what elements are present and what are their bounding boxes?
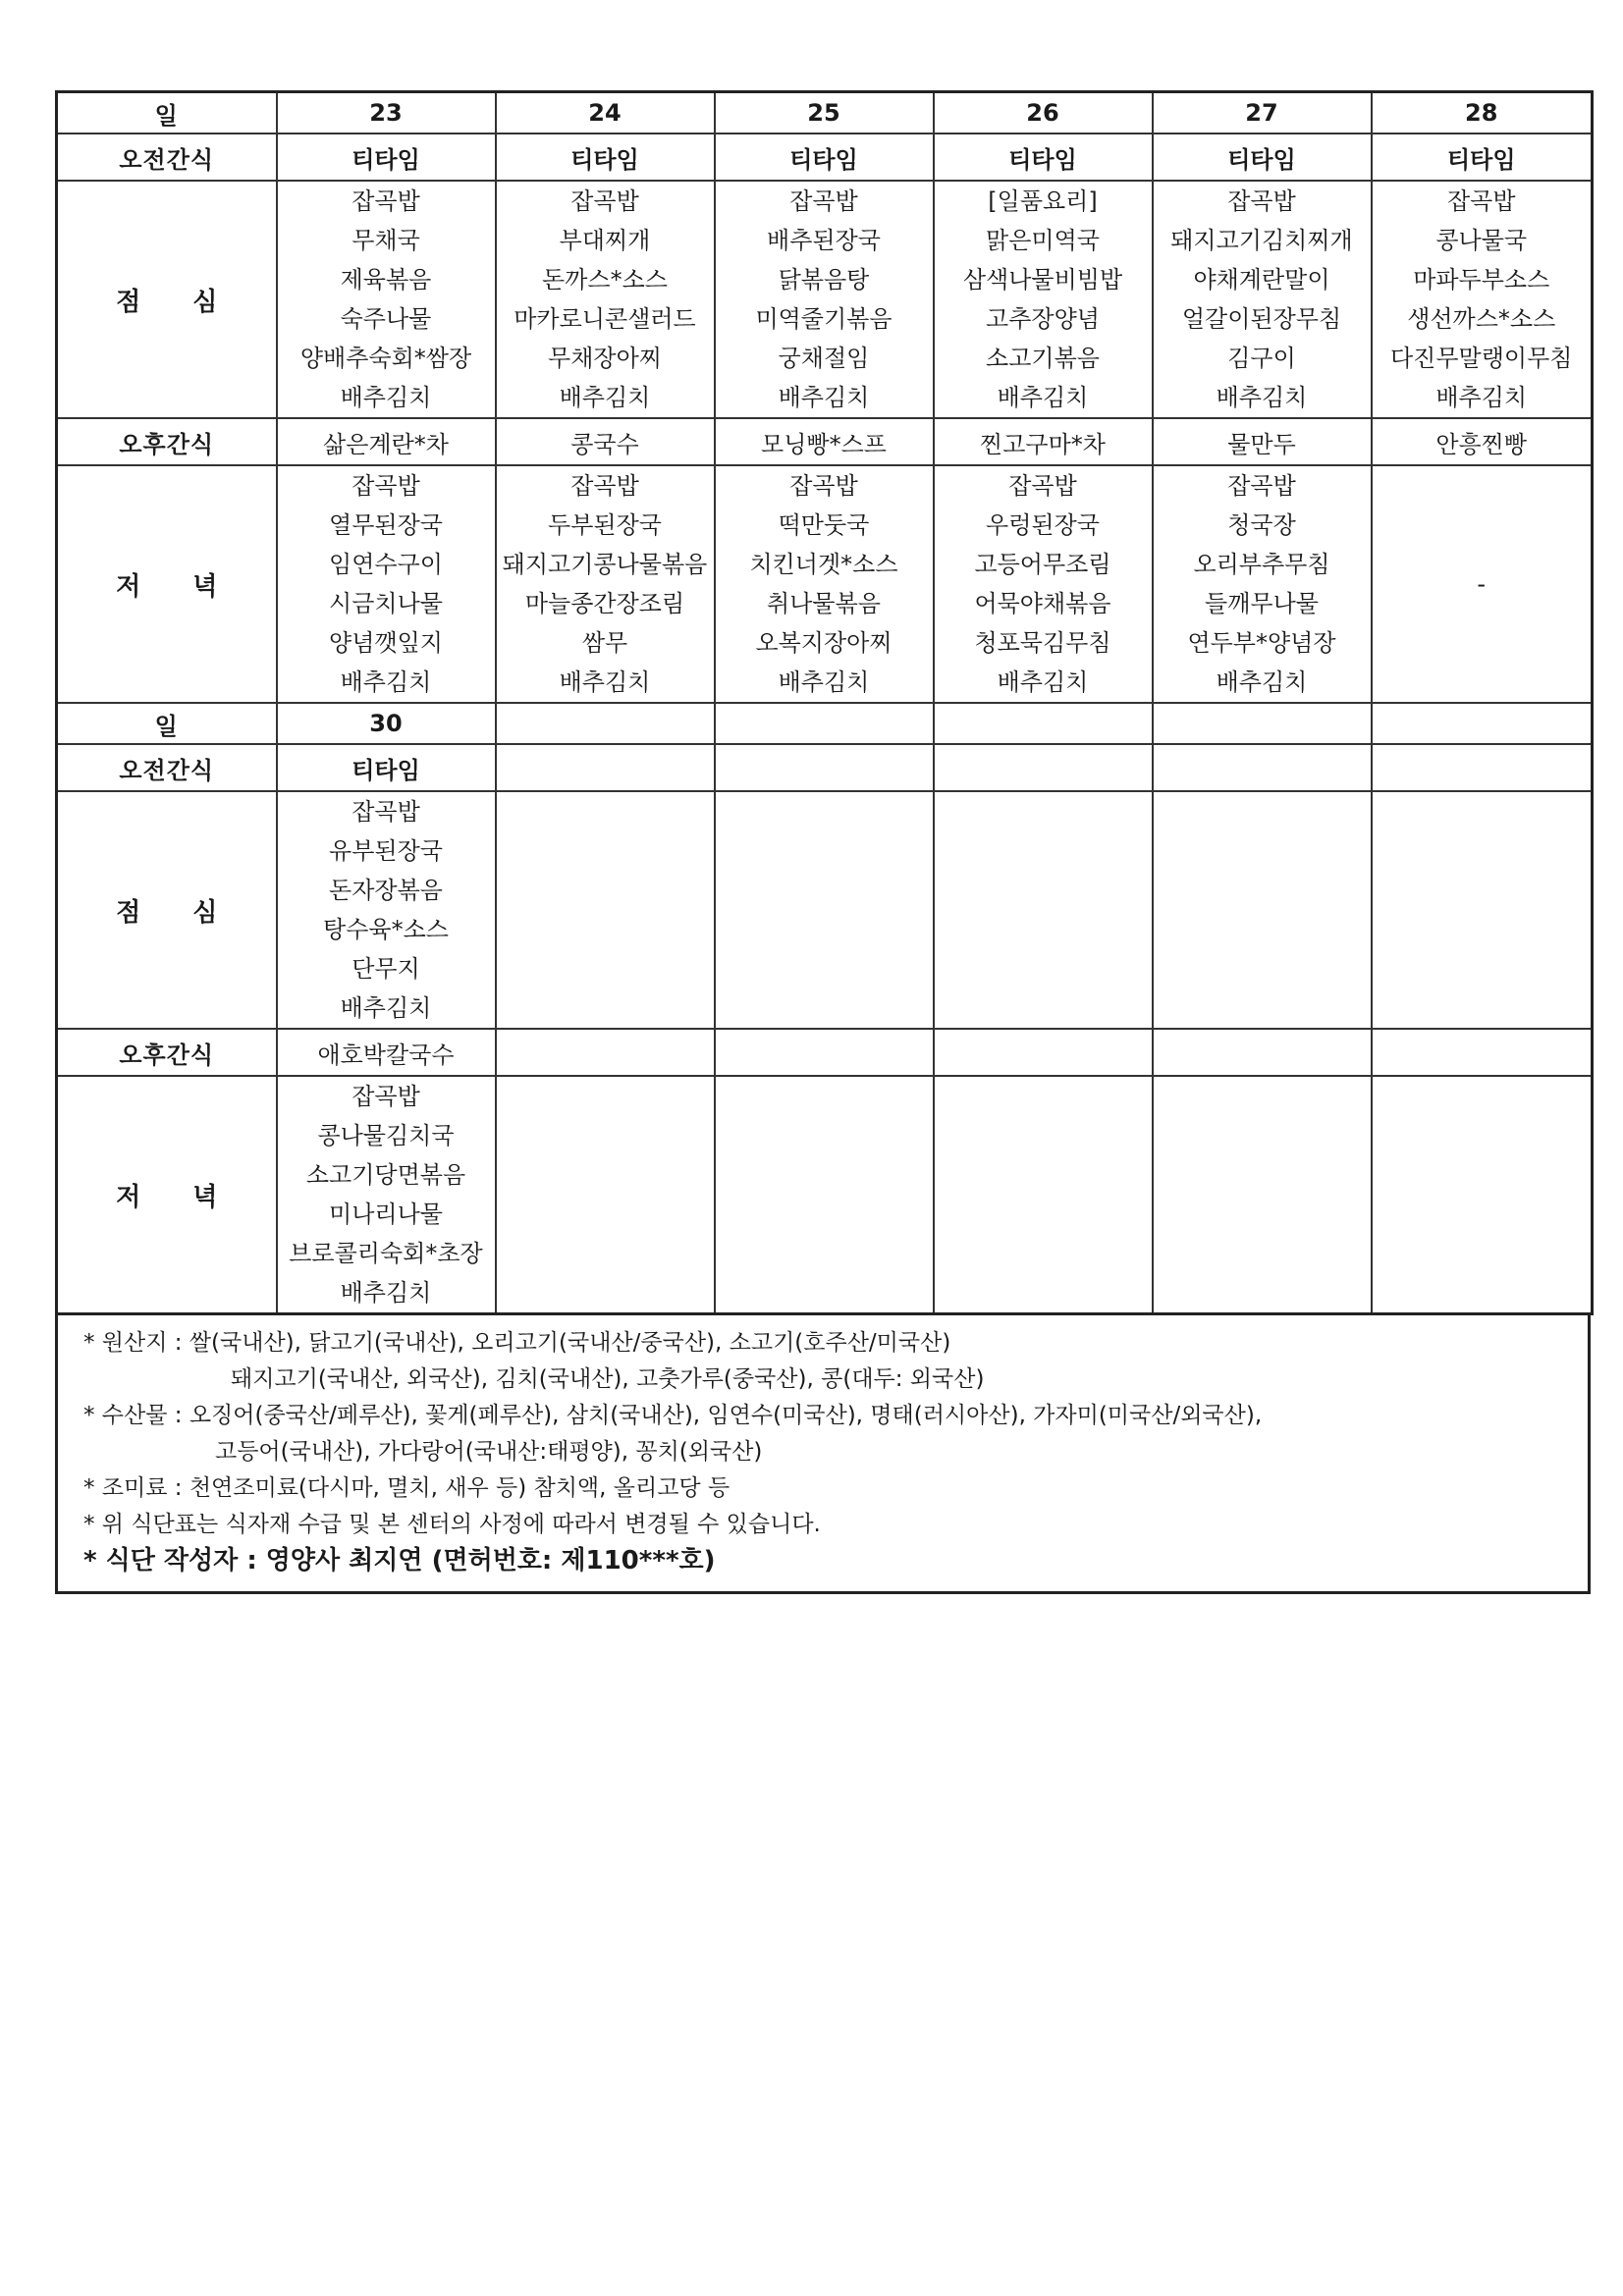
- menu-item: 배추김치: [778, 384, 870, 411]
- menu-item: 마파두부소스: [1413, 266, 1550, 294]
- menu-item: 배추김치: [340, 668, 432, 696]
- menu-item: 배추김치: [559, 668, 651, 696]
- day-number: 28: [1372, 92, 1593, 134]
- menu-item: 잡곡밥: [1227, 472, 1296, 500]
- row-label: 점 심: [57, 181, 277, 418]
- morning-snack-row: [57, 133, 1593, 181]
- morning-snack-cell: 티타임: [1372, 133, 1593, 181]
- row-label: 일: [57, 703, 277, 744]
- morning-snack-cell: 티타임: [1153, 133, 1372, 181]
- dinner-cell: [277, 465, 496, 703]
- menu-item: 배추김치: [997, 384, 1089, 411]
- morning-snack-cell: [1372, 744, 1593, 791]
- menu-item: 생선까스*소스: [1407, 305, 1556, 333]
- morning-snack-cell: 티타임: [715, 133, 934, 181]
- row-label: 오후간식: [57, 418, 277, 465]
- afternoon-snack-row: [57, 418, 1593, 465]
- lunch-cell: [1153, 181, 1372, 418]
- morning-snack-cell: 티타임: [277, 133, 496, 181]
- morning-snack-cell: [1153, 744, 1372, 791]
- morning-snack-cell: 티타임: [277, 744, 496, 791]
- menu-item: 배추김치: [997, 668, 1089, 696]
- lunch-row: [57, 181, 1593, 418]
- dinner-cell: [496, 1076, 715, 1314]
- menu-item: [일품요리]: [988, 187, 1098, 215]
- day-number: 24: [496, 92, 715, 134]
- menu-item: 맑은미역국: [986, 227, 1100, 254]
- menu-item: 배추김치: [778, 668, 870, 696]
- menu-item: 유부된장국: [329, 837, 443, 865]
- row-label: 일: [57, 92, 277, 134]
- menu-item: 임연수구이: [329, 551, 443, 578]
- afternoon-snack-cell: 콩국수: [496, 418, 715, 465]
- menu-sheet: [55, 90, 1591, 1594]
- menu-item: 쌈무: [581, 629, 628, 657]
- menu-item: 부대찌개: [559, 227, 651, 254]
- morning-snack-cell: [715, 744, 934, 791]
- menu-item: 무채국: [352, 227, 420, 254]
- menu-item: 단무지: [352, 955, 420, 983]
- menu-item: 배추김치: [1216, 668, 1308, 696]
- dinner-row: [57, 465, 1593, 703]
- afternoon-snack-cell: [715, 1029, 934, 1076]
- menu-item: 돈까스*소스: [542, 266, 668, 294]
- day-number: 30: [277, 703, 496, 744]
- afternoon-snack-cell: [1372, 1029, 1593, 1076]
- menu-item: 오복지장아찌: [755, 629, 893, 657]
- dinner-cell: [934, 1076, 1153, 1314]
- afternoon-snack-cell: [934, 1029, 1153, 1076]
- lunch-cell: [277, 791, 496, 1029]
- afternoon-snack-cell: 애호박칼국수: [277, 1029, 496, 1076]
- day-number: [934, 703, 1153, 744]
- menu-item: 마늘종간장조림: [524, 590, 685, 617]
- dinner-cell: [715, 465, 934, 703]
- menu-item: 소고기볶음: [986, 345, 1100, 372]
- dinner-cell: [1372, 465, 1593, 703]
- afternoon-snack-cell: [1153, 1029, 1372, 1076]
- afternoon-snack-cell: 모닝빵*스프: [715, 418, 934, 465]
- menu-item: 잡곡밥: [352, 798, 420, 826]
- menu-item: 취나물볶음: [767, 590, 881, 617]
- lunch-cell: [1372, 181, 1593, 418]
- day-header-row: [57, 92, 1593, 134]
- menu-item: 숙주나물: [340, 305, 432, 333]
- afternoon-snack-cell: 안흥찐빵: [1372, 418, 1593, 465]
- menu-item: 고추장양념: [986, 305, 1100, 333]
- menu-item: 우렁된장국: [986, 511, 1100, 539]
- day-number: [715, 703, 934, 744]
- menu-item: 배추된장국: [767, 227, 881, 254]
- row-label: 점 심: [57, 791, 277, 1029]
- menu-item: 들깨무나물: [1205, 590, 1319, 617]
- menu-item: 잡곡밥: [789, 472, 858, 500]
- menu-item: 잡곡밥: [1008, 472, 1077, 500]
- menu-item: 궁채절임: [778, 345, 870, 372]
- menu-item: 배추김치: [1435, 384, 1528, 411]
- lunch-cell: [934, 791, 1153, 1029]
- menu-item: 청국장: [1227, 511, 1296, 539]
- dinner-cell: [1372, 1076, 1593, 1314]
- menu-item: 오리부추무침: [1193, 551, 1330, 578]
- menu-item: 마카로니콘샐러드: [514, 305, 696, 333]
- lunch-cell: [496, 791, 715, 1029]
- menu-item: 얼갈이된장무침: [1181, 305, 1342, 333]
- menu-item: 떡만둣국: [778, 511, 870, 539]
- menu-item: 어묵야채볶음: [974, 590, 1111, 617]
- menu-item: 다진무말랭이무침: [1390, 345, 1573, 372]
- note-author: * 식단 작성자 : 영양사 최지연 (면허번호: 제110***호): [83, 1546, 716, 1575]
- menu-item: 야채계란말이: [1193, 266, 1330, 294]
- morning-snack-row: [57, 744, 1593, 791]
- menu-item: 잡곡밥: [570, 472, 639, 500]
- menu-item: 미나리나물: [329, 1201, 443, 1228]
- note-origin-cont: 돼지고기(국내산, 외국산), 김치(국내산), 고춧가루(중국산), 콩(대두: 외국산): [231, 1366, 985, 1392]
- menu-item: 배추김치: [340, 994, 432, 1022]
- afternoon-snack-cell: [496, 1029, 715, 1076]
- weekly-menu-table: [55, 90, 1594, 1315]
- note-origin: * 원산지 : 쌀(국내산), 닭고기(국내산), 오리고기(국내산/중국산), 소고기(호주산/미국산): [83, 1330, 951, 1356]
- menu-item: 양념깻잎지: [329, 629, 443, 657]
- menu-item: 잡곡밥: [352, 1083, 420, 1110]
- menu-item: 배추김치: [340, 384, 432, 411]
- menu-item: 돼지고기김치찌개: [1170, 227, 1353, 254]
- day-number: 23: [277, 92, 496, 134]
- menu-item: 소고기당면볶음: [305, 1161, 466, 1189]
- row-label: 오전간식: [57, 133, 277, 181]
- dinner-cell: [496, 465, 715, 703]
- morning-snack-cell: 티타임: [934, 133, 1153, 181]
- menu-item: 배추김치: [340, 1279, 432, 1307]
- menu-item: 시금치나물: [329, 590, 443, 617]
- row-label: 오전간식: [57, 744, 277, 791]
- menu-item: 두부된장국: [548, 511, 662, 539]
- menu-item: 삼색나물비빔밥: [962, 266, 1123, 294]
- day-number: [1153, 703, 1372, 744]
- day-number: 25: [715, 92, 934, 134]
- day-number: [1372, 703, 1593, 744]
- dinner-cell: [1153, 1076, 1372, 1314]
- note-seafood-cont: 고등어(국내산), 가다랑어(국내산:태평양), 꽁치(외국산): [215, 1439, 763, 1465]
- row-label: 오후간식: [57, 1029, 277, 1076]
- menu-item: 닭볶음탕: [778, 266, 870, 294]
- menu-item: 양배추숙회*쌈장: [299, 345, 472, 372]
- lunch-cell: [496, 181, 715, 418]
- day-number: [496, 703, 715, 744]
- menu-item: 탕수육*소스: [323, 916, 449, 943]
- menu-item: 치킨너겟*소스: [749, 551, 898, 578]
- day-number: 27: [1153, 92, 1372, 134]
- menu-item: 잡곡밥: [1446, 187, 1516, 215]
- menu-item: 청포묵김무침: [974, 629, 1111, 657]
- morning-snack-cell: 티타임: [496, 133, 715, 181]
- afternoon-snack-cell: 물만두: [1153, 418, 1372, 465]
- notes-section: [55, 1315, 1591, 1594]
- menu-item: 돈자장볶음: [329, 877, 443, 904]
- menu-item: 연두부*양념장: [1187, 629, 1336, 657]
- menu-item: 잡곡밥: [352, 472, 420, 500]
- menu-item: 잡곡밥: [352, 187, 420, 215]
- lunch-row: [57, 791, 1593, 1029]
- note-seasoning: * 조미료 : 천연조미료(다시마, 멸치, 새우 등) 참치액, 올리고당 등: [83, 1475, 730, 1501]
- note-seafood: * 수산물 : 오징어(중국산/페루산), 꽃게(페루산), 삼치(국내산), 임연수(미국산), 명태(러시아산), 가자미(미국산/외국산),: [83, 1403, 1263, 1428]
- menu-item: 고등어무조림: [974, 551, 1111, 578]
- dinner-cell: [715, 1076, 934, 1314]
- menu-item: 돼지고기콩나물볶음: [502, 551, 708, 578]
- note-change-notice: * 위 식단표는 식자재 수급 및 본 센터의 사정에 따라서 변경될 수 있습니다.: [83, 1512, 821, 1537]
- dinner-cell: [277, 1076, 496, 1314]
- menu-item: 무채장아찌: [548, 345, 662, 372]
- menu-item: 잡곡밥: [570, 187, 639, 215]
- menu-item: 콩나물김치국: [317, 1122, 455, 1149]
- menu-item: 배추김치: [559, 384, 651, 411]
- lunch-cell: [934, 181, 1153, 418]
- menu-item: 김구이: [1227, 345, 1296, 372]
- lunch-cell: [1153, 791, 1372, 1029]
- menu-item: 열무된장국: [329, 511, 443, 539]
- menu-item: 배추김치: [1216, 384, 1308, 411]
- menu-item: 제육볶음: [340, 266, 432, 294]
- day-header-row: [57, 703, 1593, 744]
- dinner-row: [57, 1076, 1593, 1314]
- lunch-cell: [715, 791, 934, 1029]
- lunch-cell: [715, 181, 934, 418]
- morning-snack-cell: [496, 744, 715, 791]
- afternoon-snack-row: [57, 1029, 1593, 1076]
- lunch-cell: [277, 181, 496, 418]
- row-label: 저 녁: [57, 1076, 277, 1314]
- menu-item: 브로콜리숙회*초장: [289, 1240, 483, 1267]
- row-label: 저 녁: [57, 465, 277, 703]
- afternoon-snack-cell: 찐고구마*차: [934, 418, 1153, 465]
- dinner-cell: [1153, 465, 1372, 703]
- menu-item: 미역줄기볶음: [755, 305, 893, 333]
- menu-item: 콩나물국: [1435, 227, 1528, 254]
- lunch-cell: [1372, 791, 1593, 1029]
- day-number: 26: [934, 92, 1153, 134]
- menu-item: 잡곡밥: [789, 187, 858, 215]
- morning-snack-cell: [934, 744, 1153, 791]
- menu-item: 잡곡밥: [1227, 187, 1296, 215]
- dinner-cell: [934, 465, 1153, 703]
- menu-item: -: [1477, 570, 1487, 598]
- afternoon-snack-cell: 삶은계란*차: [277, 418, 496, 465]
